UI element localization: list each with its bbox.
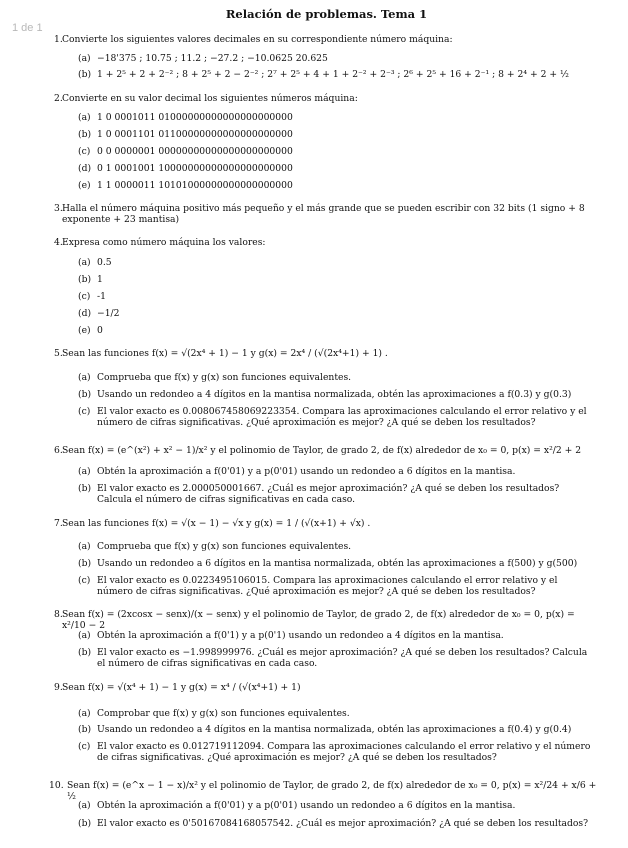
item-text: Comprobar que f(x) y g(x) son funciones equivalentes. bbox=[97, 708, 350, 719]
problem-item bbox=[78, 291, 592, 302]
item-label: (c) bbox=[78, 291, 91, 302]
problem-statement: Sean las funciones f(x) = √(2x⁴ + 1) − 1 y g(x) = 2x⁴ / (√(2x⁴+1) + 1) . bbox=[62, 348, 388, 359]
problem-item bbox=[78, 647, 592, 669]
item-text: El valor exacto es 2.000050001667. ¿Cuál es mejor aproximación? ¿A qué se deben los resultados? Calcula el número de cifras significativas en cada caso. bbox=[97, 483, 560, 505]
problem-statement: Sean f(x) = (e^(x²) + x² − 1)/x² y el polinomio de Taylor, de grado 2, de f(x) alrededor de x₀ = 0, p(x) = x²/2 + 2 bbox=[62, 445, 582, 456]
item-text: 1 + 2⁵ + 2 + 2⁻² ; 8 + 2⁵ + 2 − 2⁻² ; 2⁷ + 2⁵ + 4 + 1 + 2⁻² + 2⁻³ ; 2⁶ + 2⁵ + 16 + 2⁻¹ ; 8 + 2⁴ + 2 + ½ bbox=[97, 69, 569, 80]
problem-statement: Sean f(x) = (e^x − 1 − x)/x² y el polinomio de Taylor, de grado 2, de f(x) alrededor de x₀ = 0, p(x) = x²/24 + x/6 + ½ bbox=[67, 780, 597, 802]
problem-item bbox=[78, 163, 592, 174]
item-label: (e) bbox=[78, 325, 91, 336]
item-text: Usando un redondeo a 4 dígitos en la mantisa normalizada, obtén las aproximaciones a f(0.3) y g(0.3) bbox=[97, 389, 572, 400]
item-text: El valor exacto es 0'50167084168057542. ¿Cuál es mejor aproximación? ¿A qué se deben los resultados? bbox=[97, 818, 589, 829]
problem-item bbox=[78, 406, 592, 428]
problem-number: 6. bbox=[54, 445, 63, 456]
page-counter: 1 de 1 bbox=[12, 22, 43, 34]
problem-statement: Convierte en su valor decimal los siguientes números máquina: bbox=[62, 93, 358, 104]
problem-item bbox=[78, 180, 592, 191]
item-text: 1 0 0001101 01100000000000000000000 bbox=[97, 129, 293, 140]
problem-item bbox=[78, 274, 592, 285]
item-label: (b) bbox=[78, 724, 92, 735]
item-label: (b) bbox=[78, 129, 92, 140]
problem-number: 2. bbox=[54, 93, 63, 104]
problem-number: 1. bbox=[54, 34, 63, 45]
item-text: 0 1 0001001 10000000000000000000000 bbox=[97, 163, 293, 174]
problem-item bbox=[78, 466, 592, 477]
item-text: Obtén la aproximación a f(0'01) y a p(0'01) usando un redondeo a 6 dígitos en la mantisa. bbox=[97, 800, 516, 811]
item-text: Usando un redondeo a 6 dígitos en la mantisa normalizada, obtén las aproximaciones a f(500) y g(500) bbox=[97, 558, 578, 569]
item-text: Comprueba que f(x) y g(x) son funciones equivalentes. bbox=[97, 541, 352, 552]
problem-item bbox=[78, 818, 592, 829]
problem-number: 7. bbox=[54, 518, 63, 529]
item-label: (b) bbox=[78, 818, 92, 829]
item-label: (b) bbox=[78, 558, 92, 569]
problem-item bbox=[78, 483, 592, 505]
problem-number: 10. bbox=[49, 780, 64, 791]
item-label: (d) bbox=[78, 163, 92, 174]
problem-item bbox=[78, 558, 592, 569]
problem-item bbox=[78, 372, 592, 383]
problem-item bbox=[78, 630, 592, 641]
problem-item bbox=[78, 741, 592, 763]
problem-statement: Sean las funciones f(x) = √(x − 1) − √x y g(x) = 1 / (√(x+1) + √x) . bbox=[62, 518, 371, 529]
item-text: El valor exacto es 0.008067458069223354. Compara las aproximaciones calculando el error relativo y el número de cifras significativas. ¿Qué aproximación es mejor? ¿A qué se deben los resultados? bbox=[97, 406, 587, 428]
problem-item bbox=[78, 69, 592, 80]
item-label: (c) bbox=[78, 406, 91, 417]
item-text: El valor exacto es 0.012719112094. Compara las aproximaciones calculando el error relativo y el número de cifras significativas. ¿Qué aproximación es mejor? ¿A qué se deben los resultados? bbox=[97, 741, 591, 763]
problem-item bbox=[78, 53, 592, 64]
item-text: −1/2 bbox=[97, 308, 120, 319]
problem-statement: Halla el número máquina positivo más pequeño y el más grande que se pueden escribir con 32 bits (1 signo + 8 exponente + 23 mantisa) bbox=[62, 203, 585, 225]
problem-number: 8. bbox=[54, 609, 63, 620]
item-label: (b) bbox=[78, 647, 92, 658]
item-label: (d) bbox=[78, 308, 92, 319]
problem-number: 4. bbox=[54, 237, 63, 248]
item-text: Obtén la aproximación a f(0'01) y a p(0'01) usando un redondeo a 6 dígitos en la mantisa. bbox=[97, 466, 516, 477]
problem-number: 9. bbox=[54, 682, 63, 693]
item-text: 1 bbox=[97, 274, 103, 285]
item-text: Comprueba que f(x) y g(x) son funciones equivalentes. bbox=[97, 372, 352, 383]
item-text: Obtén la aproximación a f(0'1) y a p(0'1) usando un redondeo a 4 dígitos en la mantisa. bbox=[97, 630, 504, 641]
problem-statement: Sean f(x) = (2xcosx − senx)/(x − senx) y el polinomio de Taylor, de grado 2, de f(x) alrededor de x₀ = 0, p(x) = x²/10 − 2 bbox=[62, 609, 575, 631]
problem-item bbox=[78, 575, 592, 597]
item-label: (a) bbox=[78, 372, 91, 383]
item-text: El valor exacto es 0.0223495106015. Compara las aproximaciones calculando el error relativo y el número de cifras significativas. ¿Qué aproximación es mejor? ¿A qué se deben los resultados? bbox=[97, 575, 558, 597]
problem-number: 5. bbox=[54, 348, 63, 359]
item-label: (a) bbox=[78, 112, 91, 123]
item-label: (a) bbox=[78, 466, 91, 477]
problem-item bbox=[78, 724, 592, 735]
problem-item bbox=[78, 800, 592, 811]
item-text: 0.5 bbox=[97, 257, 112, 268]
item-text: 1 1 0000011 10101000000000000000000 bbox=[97, 180, 293, 191]
problem-item bbox=[78, 389, 592, 400]
item-label: (a) bbox=[78, 53, 91, 64]
problem-statement: Expresa como número máquina los valores: bbox=[62, 237, 266, 248]
item-text: -1 bbox=[97, 291, 106, 302]
problem-number: 3. bbox=[54, 203, 63, 214]
item-text: Usando un redondeo a 4 dígitos en la mantisa normalizada, obtén las aproximaciones a f(0.4) y g(0.4) bbox=[97, 724, 572, 735]
problem-item bbox=[78, 308, 592, 319]
problem-item bbox=[78, 112, 592, 123]
item-label: (a) bbox=[78, 541, 91, 552]
item-label: (a) bbox=[78, 708, 91, 719]
problem-item bbox=[78, 146, 592, 157]
problem-statement: Convierte los siguientes valores decimales en su correspondiente número máquina: bbox=[62, 34, 453, 45]
item-label: (b) bbox=[78, 274, 92, 285]
item-label: (a) bbox=[78, 630, 91, 641]
problem-statement: Sean f(x) = √(x⁴ + 1) − 1 y g(x) = x⁴ / (√(x⁴+1) + 1) bbox=[62, 682, 301, 693]
problem-item bbox=[78, 129, 592, 140]
item-label: (c) bbox=[78, 741, 91, 752]
problem-item bbox=[78, 257, 592, 268]
item-text: 1 0 0001011 01000000000000000000000 bbox=[97, 112, 293, 123]
item-label: (a) bbox=[78, 800, 91, 811]
item-text: −18'375 ; 10.75 ; 11.2 ; −27.2 ; −10.0625 20.625 bbox=[97, 53, 328, 64]
item-label: (b) bbox=[78, 69, 92, 80]
item-label: (e) bbox=[78, 180, 91, 191]
problem-item bbox=[78, 541, 592, 552]
item-label: (b) bbox=[78, 389, 92, 400]
item-text: 0 0 0000001 00000000000000000000000 bbox=[97, 146, 293, 157]
item-label: (c) bbox=[78, 575, 91, 586]
item-label: (c) bbox=[78, 146, 91, 157]
problem-item bbox=[78, 325, 592, 336]
document-title: Relación de problemas. Tema 1 bbox=[225, 7, 428, 21]
item-label: (b) bbox=[78, 483, 92, 494]
item-text: El valor exacto es −1.998999976. ¿Cuál es mejor aproximación? ¿A qué se deben los resultados? Calcula el número de cifras significativas en cada caso. bbox=[97, 647, 588, 669]
item-text: 0 bbox=[97, 325, 103, 336]
problem-item bbox=[78, 708, 592, 719]
item-label: (a) bbox=[78, 257, 91, 268]
